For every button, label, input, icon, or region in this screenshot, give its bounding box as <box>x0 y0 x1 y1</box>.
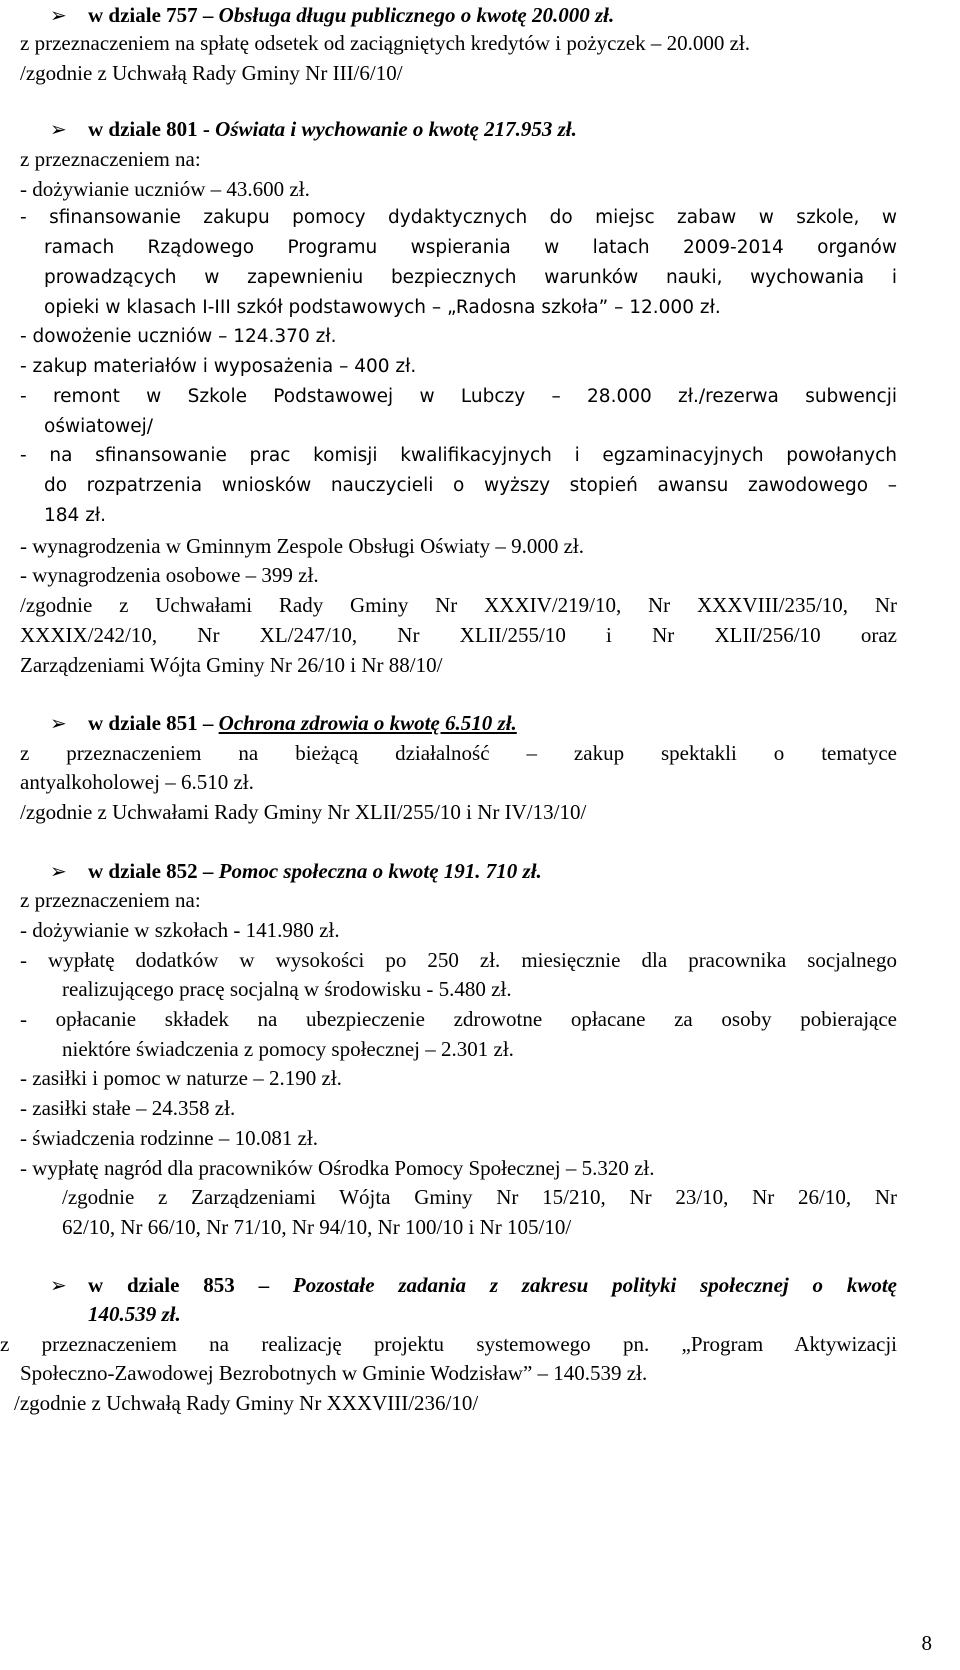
text-852-l1: z przeznaczeniem na: <box>20 888 201 912</box>
text-757-l2: /zgodnie z Uchwałą Rady Gminy Nr III/6/10/ <box>20 61 403 85</box>
text-801-l5: prowadzących w zapewnieniu bezpiecznych warunków nauki, wychowania i <box>44 267 897 288</box>
heading-853 <box>88 1270 897 1300</box>
heading-801 <box>88 114 577 144</box>
text-852-l11: /zgodnie z Zarządzeniami Wójta Gminy Nr 15/210, Nr 23/10, Nr 26/10, Nr <box>62 1185 897 1209</box>
text-801-l4: ramach Rządowego Programu wspierania w latach 2009-2014 organów <box>44 237 897 258</box>
heading-851-prefix: w dziale 851 – <box>88 711 219 735</box>
bullet-arrow-icon: ➢ <box>50 3 67 27</box>
text-853-l3: /zgodnie z Uchwałą Rady Gminy Nr XXXVIII/236/10/ <box>14 1391 479 1415</box>
heading-757-title: Obsługa długu publicznego o kwotę 20.000 zł. <box>218 3 615 27</box>
heading-853-line2 <box>88 1299 181 1329</box>
text-852-l5: - opłacanie składek na ubezpieczenie zdrowotne opłacane za osoby pobierające <box>20 1007 897 1031</box>
heading-852-title: Pomoc społeczna o kwotę 191. 710 zł. <box>218 859 542 883</box>
heading-852 <box>88 856 542 886</box>
page-number: 8 <box>921 1631 932 1655</box>
text-852-l12: 62/10, Nr 66/10, Nr 71/10, Nr 94/10, Nr 100/10 i Nr 105/10/ <box>62 1215 572 1239</box>
heading-801-prefix: w dziale 801 - <box>88 117 216 141</box>
text-852-l2: - dożywianie w szkołach - 141.980 zł. <box>20 918 340 942</box>
text-801-l18: Zarządzeniami Wójta Gminy Nr 26/10 i Nr 88/10/ <box>20 653 443 677</box>
text-852-l8: - zasiłki stałe – 24.358 zł. <box>20 1096 236 1120</box>
text-801-l1: z przeznaczeniem na: <box>20 147 201 171</box>
bullet-arrow-icon: ➢ <box>50 117 67 141</box>
heading-851-title: Ochrona zdrowia o kwotę 6.510 zł. <box>218 711 517 735</box>
text-851-l3: /zgodnie z Uchwałami Rady Gminy Nr XLII/255/10 i Nr IV/13/10/ <box>20 800 587 824</box>
text-852-l6: niektóre świadczenia z pomocy społecznej – 2.301 zł. <box>62 1037 514 1061</box>
text-801-l8: - zakup materiałów i wyposażenia – 400 zł. <box>20 356 417 377</box>
text-853-l2: Społeczno-Zawodowej Bezrobotnych w Gminie Wodzisław” – 140.539 zł. <box>20 1361 648 1385</box>
heading-851 <box>88 708 517 738</box>
text-801-l14: - wynagrodzenia w Gminnym Zespole Obsługi Oświaty – 9.000 zł. <box>20 534 584 558</box>
heading-853-amount: 140.539 zł. <box>88 1302 181 1326</box>
bullet-arrow-icon: ➢ <box>50 859 67 883</box>
text-801-l16: /zgodnie z Uchwałami Rady Gminy Nr XXXIV/219/10, Nr XXXVIII/235/10, Nr <box>20 593 897 617</box>
text-852-l10: - wypłatę nagród dla pracowników Ośrodka Pomocy Społecznej – 5.320 zł. <box>20 1156 655 1180</box>
bullet-arrow-icon: ➢ <box>50 711 67 735</box>
text-852-l4: realizującego pracę socjalną w środowisku - 5.480 zł. <box>62 977 512 1001</box>
text-757-l1: z przeznaczeniem na spłatę odsetek od zaciągniętych kredytów i pożyczek – 20.000 zł. <box>20 31 751 55</box>
text-801-l7: - dowożenie uczniów – 124.370 zł. <box>20 326 337 347</box>
text-801-l2: - dożywianie uczniów – 43.600 zł. <box>20 177 310 201</box>
text-851-l1: z przeznaczeniem na bieżącą działalność – zakup spektakli o tematyce <box>20 741 897 765</box>
text-852-l7: - zasiłki i pomoc w naturze – 2.190 zł. <box>20 1066 342 1090</box>
heading-853-prefix: w dziale 853 – <box>88 1273 293 1297</box>
text-801-l9: - remont w Szkole Podstawowej w Lubczy – 28.000 zł./rezerwa subwencji <box>20 386 897 407</box>
text-851-l2: antyalkoholowej – 6.510 zł. <box>20 770 254 794</box>
text-801-l17: XXXIX/242/10, Nr XL/247/10, Nr XLII/255/10 i Nr XLII/256/10 oraz <box>20 623 897 647</box>
text-801-l3: - sfinansowanie zakupu pomocy dydaktycznych do miejsc zabaw w szkole, w <box>20 207 897 228</box>
text-801-l6: opieki w klasach I-III szkół podstawowych – „Radosna szkoła” – 12.000 zł. <box>44 297 721 318</box>
text-852-l3: - wypłatę dodatków w wysokości po 250 zł. miesięcznie dla pracownika socjalnego <box>20 948 897 972</box>
heading-801-title: Oświata i wychowanie o kwotę 217.953 zł. <box>215 117 577 141</box>
heading-757 <box>88 0 614 30</box>
bullet-arrow-icon: ➢ <box>50 1273 67 1297</box>
text-853-l1: z przeznaczeniem na realizację projektu systemowego pn. „Program Aktywizacji <box>0 1332 897 1356</box>
heading-853-title: Pozostałe zadania z zakresu polityki społecznej o kwotę <box>292 1273 898 1297</box>
heading-852-prefix: w dziale 852 – <box>88 859 219 883</box>
text-801-l11: - na sfinansowanie prac komisji kwalifikacyjnych i egzaminacyjnych powołanych <box>20 445 897 466</box>
text-801-l12: do rozpatrzenia wniosków nauczycieli o wyższy stopień awansu zawodowego – <box>44 475 897 496</box>
text-801-l13: 184 zł. <box>44 505 107 526</box>
heading-757-prefix: w dziale 757 – <box>88 3 219 27</box>
text-801-l10: oświatowej/ <box>44 416 154 437</box>
text-852-l9: - świadczenia rodzinne – 10.081 zł. <box>20 1126 318 1150</box>
text-801-l15: - wynagrodzenia osobowe – 399 zł. <box>20 563 319 587</box>
